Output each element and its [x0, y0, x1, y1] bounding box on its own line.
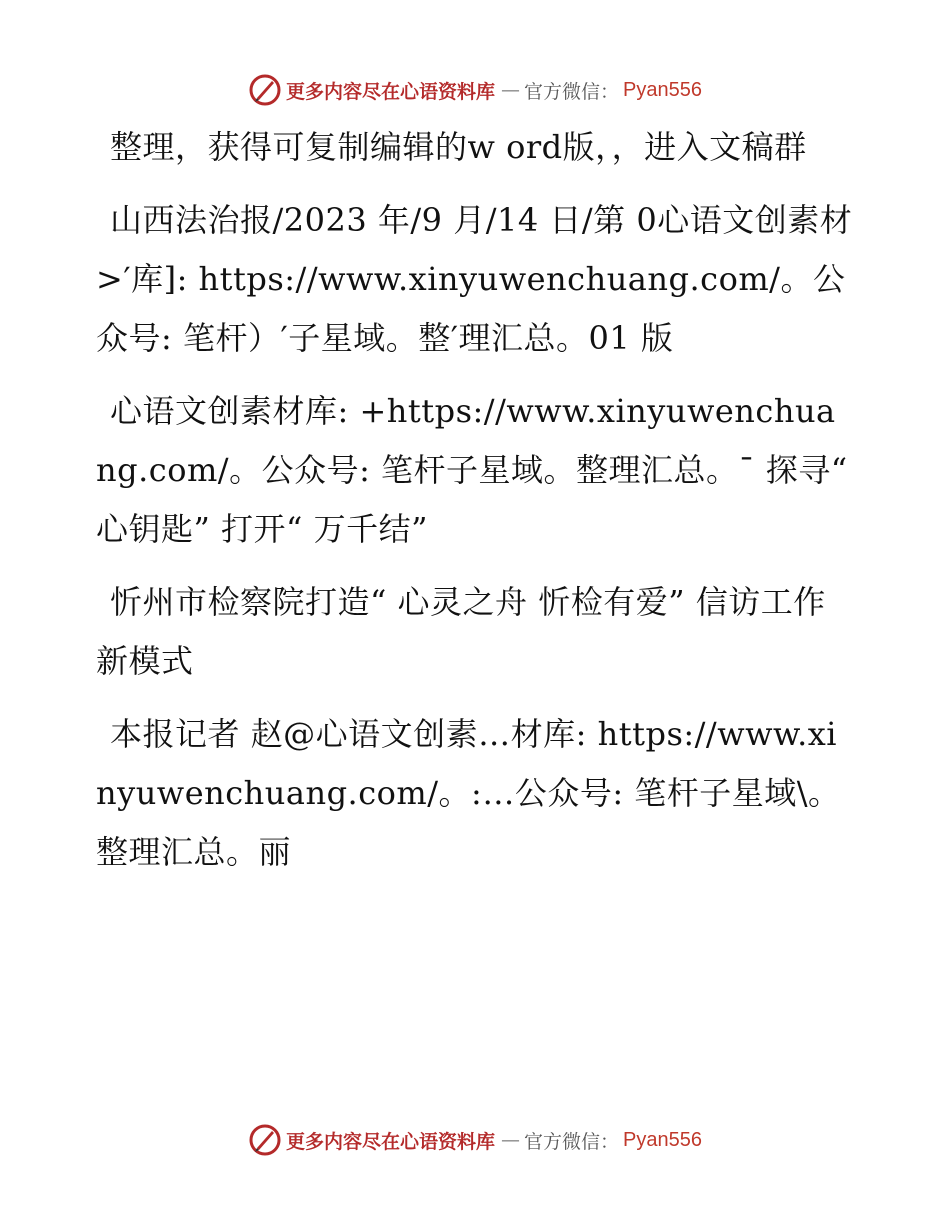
paragraph: [96, 573, 856, 691]
paragraph: [96, 382, 856, 559]
banner-separator: —: [501, 79, 521, 101]
footer-banner-content: [248, 1123, 702, 1157]
paragraph-text: 心语文创素材库: +https://www.xinyuwenchuang.com/。公众号: 笔杆子星域。整理汇总。¯ 探寻“ 心钥匙” 打开“ 万千结”: [96, 392, 848, 548]
banner-slogan: 更多内容尽在心语资料库: [286, 80, 496, 103]
paragraph: [96, 191, 856, 368]
banner-wechat-id: Pyan556: [623, 78, 702, 101]
banner-wechat-id: Pyan556: [623, 1128, 702, 1151]
quill-logo-icon: [248, 73, 282, 107]
banner-wechat-label: 官方微信：: [524, 1130, 620, 1153]
banner-separator: —: [501, 1129, 521, 1151]
quill-logo-icon: [248, 1123, 282, 1157]
paragraph: [96, 118, 856, 177]
paragraph-text: 山西法治报/2023 年/9 月/14 日/第 0心语文创素材>′库]: https://www.xinyuwenchuang.com/。公众号: 笔杆）′子星域。整′理汇总。01 版: [96, 201, 853, 357]
paragraph-text: 忻州市检察院打造“ 心灵之舟 忻检有爱” 信访工作新模式: [96, 583, 826, 680]
document-body: [96, 118, 856, 896]
header-banner: [0, 70, 950, 110]
paragraph-text: 整理，获得可复制编辑的w ord版，，进入文稿群: [110, 128, 807, 166]
header-banner-content: [248, 73, 702, 107]
banner-wechat-label: 官方微信：: [524, 80, 620, 103]
footer-banner: [0, 1120, 950, 1160]
paragraph: [96, 705, 856, 882]
banner-slogan: 更多内容尽在心语资料库: [286, 1130, 496, 1153]
paragraph-text: 本报记者 赵@心语文创素…材库: https://www.xinyuwenchuang.com/。:…公众号: 笔杆子星域\。整理汇总。丽: [96, 715, 841, 871]
